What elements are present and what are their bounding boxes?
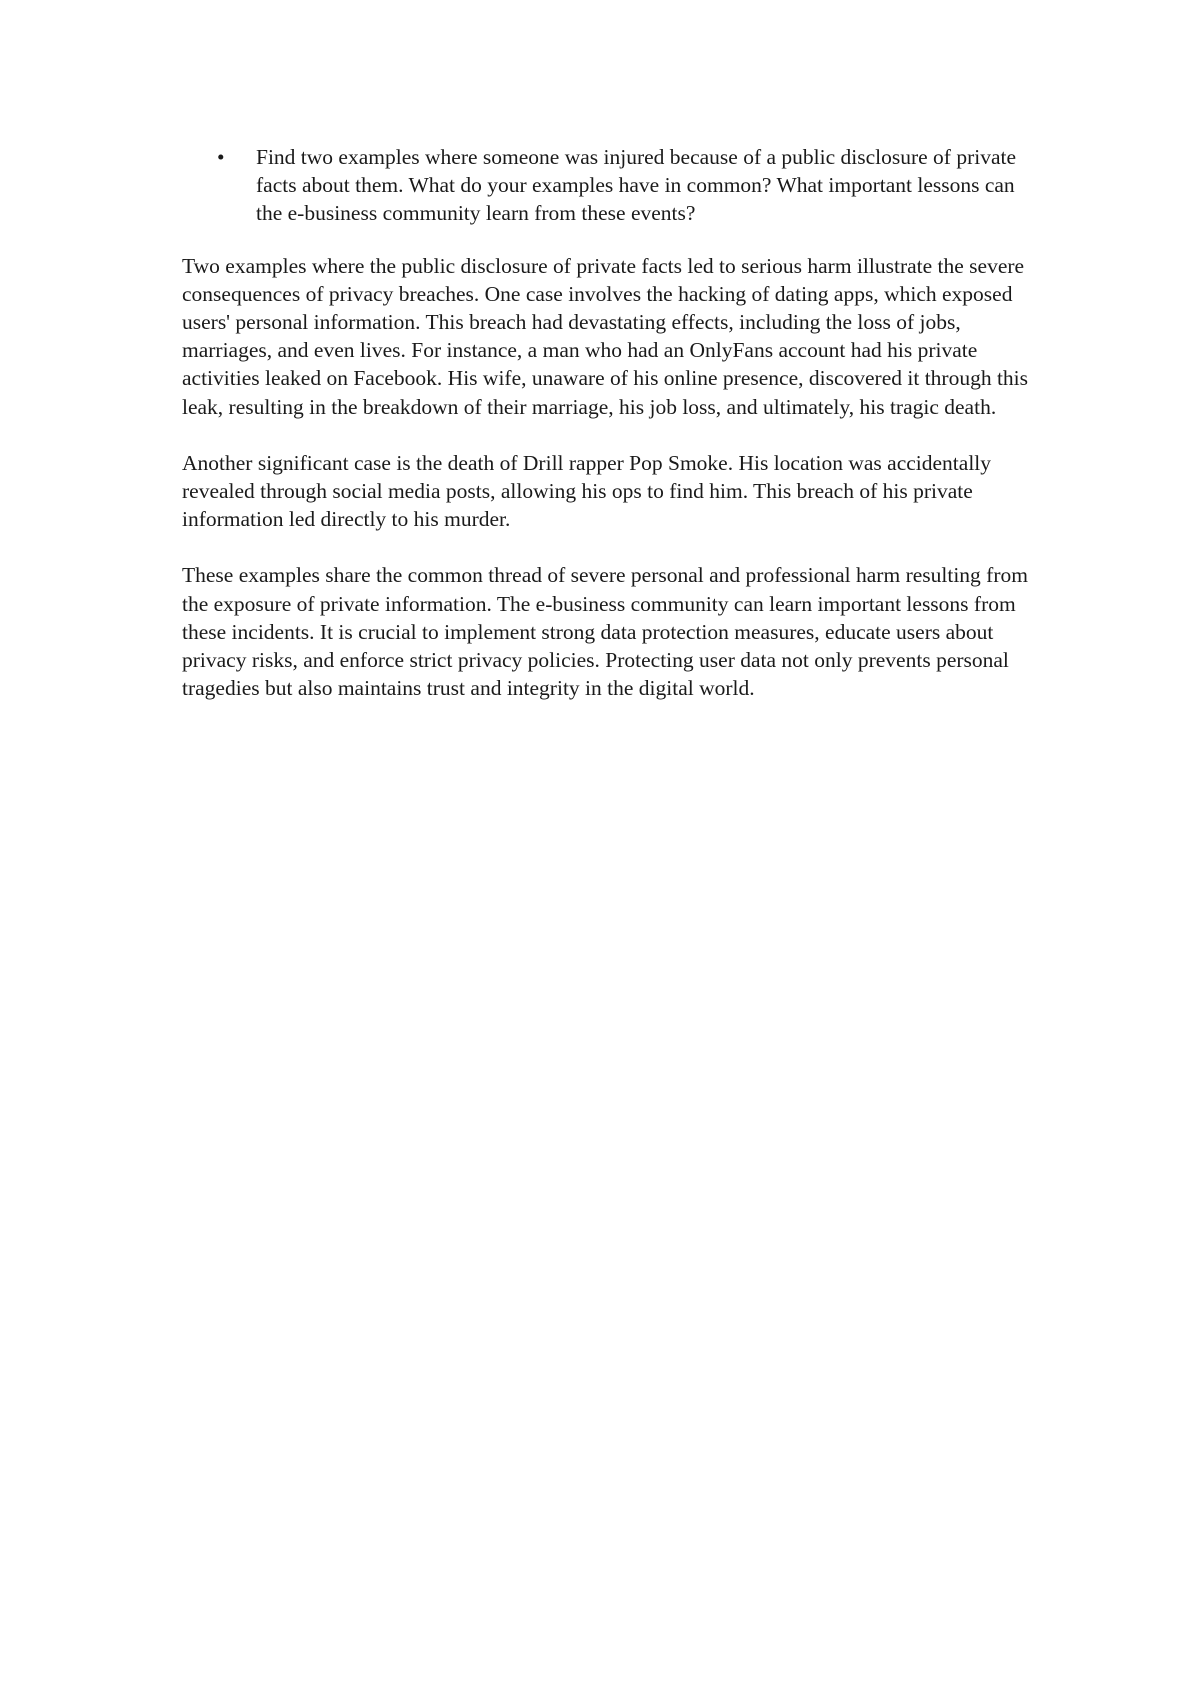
answer-paragraph-2: Another significant case is the death of Drill rapper Pop Smoke. His location was accidentally revealed through social media posts, allowing his ops to find him. This breach of his private information led directly to his murder.	[182, 450, 992, 532]
document-body	[182, 143, 1032, 730]
bullet-icon: •	[217, 145, 225, 169]
question-text: Find two examples where someone was injured because of a public disclosure of private facts about them. What do your examples have in common? What important lessons can the e-business community learn from these events?	[256, 145, 1017, 226]
question-item	[182, 143, 1032, 228]
question-list	[182, 143, 1032, 228]
answer-paragraph-1: Two examples where the public disclosure of private facts led to serious harm illustrate the severe consequences of privacy breaches. One case involves the hacking of dating apps, which exposed users' personal information. This breach had devastating effects, including the loss of jobs, marriages, and even lives. For instance, a man who had an OnlyFans account had his private activities leaked on Facebook. His wife, unaware of his online presence, discovered it through this leak, resulting in the breakdown of their marriage, his job loss, and ultimately, his tragic death.	[182, 253, 1029, 419]
answer-paragraph-3: These examples share the common thread of severe personal and professional harm resulting from the exposure of private information. The e-business community can learn important lessons from these incidents. It is crucial to implement strong data protection measures, educate users about privacy risks, and enforce strict privacy policies. Protecting user data not only prevents personal tragedies but also maintains trust and integrity in the digital world.	[182, 563, 1028, 701]
